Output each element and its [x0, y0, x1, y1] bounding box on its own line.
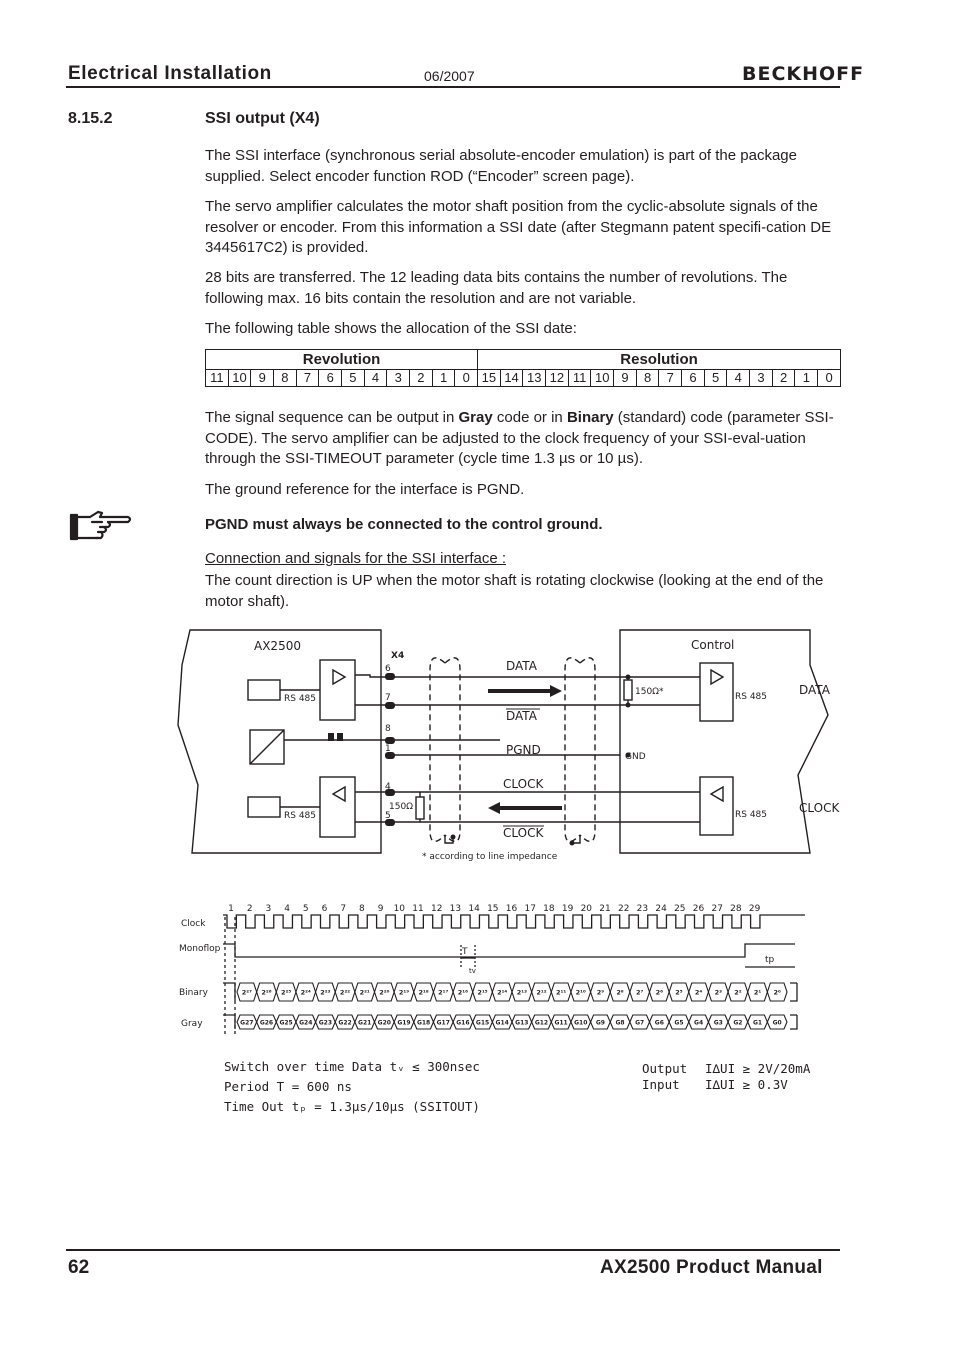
- gray-row-label: G3: [713, 1019, 723, 1027]
- paragraph-1: The SSI interface (synchronous serial absolute-encoder emulation) is part of the package supplied. Select encoder function ROD (“Encoder” screen page).: [205, 147, 797, 185]
- timing-spec-left: [224, 1057, 480, 1117]
- revolution-bit-cell: 9: [251, 370, 274, 387]
- row-label-monoflop: Monoflop: [179, 944, 221, 954]
- binary-row-label: 2²²: [339, 988, 351, 997]
- footer-rule: [66, 1249, 840, 1251]
- rs485-right-top: RS 485: [735, 692, 768, 702]
- ssi-bit-table: [205, 349, 841, 387]
- binary-row-label: 2¹: [753, 988, 762, 997]
- timing-spec-right-labels: [642, 1061, 687, 1093]
- spec-input-label: Input: [642, 1077, 680, 1092]
- pin-4: 4: [385, 782, 391, 792]
- gray-row-label: G12: [534, 1019, 549, 1027]
- clock-number: 1: [228, 904, 234, 914]
- ssi-wiring-diagram: [170, 625, 840, 865]
- binary-bit-row: [237, 983, 787, 1001]
- clock-number: 8: [359, 904, 365, 914]
- clock-number: 23: [636, 904, 649, 914]
- header-rule: [66, 86, 840, 88]
- pin-1: 1: [385, 744, 391, 754]
- right-data-label: DATA: [799, 683, 830, 697]
- gray-row-label: G25: [279, 1019, 293, 1027]
- pin-5: 5: [385, 811, 391, 821]
- binary-row-label: 2¹⁷: [438, 988, 449, 997]
- binary-row-label: 2¹¹: [555, 988, 567, 997]
- binary-row-label: 2²⁵: [280, 988, 292, 997]
- clock-number: 25: [674, 904, 686, 914]
- tv-label: tv: [469, 967, 476, 975]
- binary-row-label: 2³: [714, 988, 722, 997]
- binary-row-label: 2²¹: [359, 988, 370, 997]
- resolution-header: Resolution: [478, 350, 841, 370]
- connection-text: The count direction is UP when the motor shaft is rotating clockwise (looking at the end of the motor shaft).: [205, 572, 824, 610]
- binary-row-label: 2²: [734, 988, 742, 997]
- clock-number: 16: [505, 904, 518, 914]
- section-number: 8.15.2: [68, 110, 113, 127]
- p5-text-a: The signal sequence can be output in: [205, 409, 459, 426]
- resolution-bit-cell: 9: [614, 370, 637, 387]
- clock-wave-path: [223, 915, 805, 928]
- gray-row-label: G10: [574, 1019, 588, 1027]
- clock-number: 10: [393, 904, 406, 914]
- resolution-bit-cell: 8: [636, 370, 659, 387]
- row-label-gray: Gray: [181, 1019, 203, 1029]
- spec-output-value: I∆UI ≥ 2V/20mA: [705, 1061, 811, 1076]
- resolution-bit-cell: 2: [772, 370, 795, 387]
- gray-row-label: G15: [475, 1019, 490, 1027]
- gray-row-label: G14: [495, 1019, 509, 1027]
- resolution-bit-cell: 5: [704, 370, 727, 387]
- gray-row-label: G24: [299, 1019, 313, 1027]
- gray-row-label: G26: [259, 1019, 274, 1027]
- pin-8: 8: [385, 724, 391, 734]
- resolution-bit-cell: 6: [682, 370, 705, 387]
- clock-number: 3: [265, 904, 272, 914]
- binary-row-label: 2⁷: [635, 988, 644, 997]
- revolution-bit-cell: 5: [342, 370, 365, 387]
- resolution-bit-cell: 11: [568, 370, 591, 387]
- row-label-clock: Clock: [181, 919, 206, 929]
- paragraph-5: [205, 408, 845, 470]
- impedance-footnote: * according to line impedance: [422, 852, 558, 862]
- clock-number: 12: [430, 904, 443, 914]
- paragraph-4: The following table shows the allocation of the SSI date:: [205, 320, 577, 337]
- gray-row-label: G4: [694, 1019, 704, 1027]
- binary-row-label: 2²⁴: [300, 988, 311, 997]
- binary-row-label: 2¹⁴: [497, 988, 508, 997]
- resolution-bit-cell: 15: [478, 370, 501, 387]
- p5-gray: Gray: [458, 409, 493, 426]
- resistor-left-label: 150Ω: [389, 802, 414, 812]
- spec-period: Period T = 600 ns: [224, 1079, 352, 1094]
- binary-row-label: 2²⁶: [261, 988, 272, 997]
- clock-number: 5: [302, 904, 309, 914]
- gray-row-label: G17: [436, 1019, 450, 1027]
- brand-logo: BECKHOFF: [742, 63, 865, 85]
- resistor-right-label: 150Ω*: [635, 687, 664, 697]
- gray-row-label: G2: [733, 1019, 743, 1027]
- signal-data-inv: DATA: [506, 709, 537, 723]
- monoflop-waveform: [223, 944, 795, 957]
- binary-row-label: 2¹³: [516, 988, 527, 997]
- clock-number: 4: [284, 904, 290, 914]
- connection-heading: Connection and signals for the SSI interface :: [205, 550, 507, 567]
- gray-row-label: G0: [772, 1019, 782, 1027]
- right-device-label: Control: [691, 638, 735, 652]
- clock-number: 24: [655, 904, 667, 914]
- gray-row-label: G7: [635, 1019, 645, 1027]
- clock-number: 28: [730, 904, 742, 914]
- rs485-left-top: RS 485: [284, 694, 317, 704]
- rs485-left-bottom: RS 485: [284, 811, 317, 821]
- p5-text-c: (standard) code (parameter SSI-CODE). The servo amplifier can be adjusted to the clock frequency of your SSI-eval-uation through the SSI-TIMEOUT parameter (cycle time 1.3 µs or 10 µs).: [205, 409, 834, 467]
- resolution-bit-cell: 12: [546, 370, 569, 387]
- gray-row-label: G19: [397, 1019, 411, 1027]
- spec-input-value: I∆UI ≥ 0.3V: [705, 1077, 788, 1092]
- gray-row-label: G11: [554, 1019, 568, 1027]
- binary-row-label: 2¹⁵: [477, 988, 488, 997]
- spec-timeout: Time Out tₚ = 1.3µs/10µs (SSITOUT): [224, 1099, 480, 1114]
- binary-row-label: 2⁰: [773, 988, 781, 997]
- gray-row-label: G9: [595, 1019, 605, 1027]
- paragraph-6: The ground reference for the interface is PGND.: [205, 481, 525, 498]
- binary-row-label: 2⁵: [675, 988, 683, 997]
- timing-spec-right-values: [705, 1061, 810, 1093]
- paragraph-2: The servo amplifier calculates the motor shaft position from the cyclic-absolute signals of the resolver or encoder. From this information a SSI date (after Stegmann patent specifi-cation DE 3445617C2) is provided.: [205, 198, 832, 256]
- clock-number: 6: [321, 904, 328, 914]
- clock-number-row: [228, 904, 760, 914]
- revolution-bit-cell: 2: [410, 370, 433, 387]
- gray-row-label: G1: [752, 1019, 763, 1027]
- left-device-label: AX2500: [254, 639, 301, 653]
- gray-row-label: G8: [615, 1019, 625, 1027]
- revolution-bit-cell: 8: [274, 370, 297, 387]
- resolution-bit-cell: 14: [500, 370, 523, 387]
- header-date: 06/2007: [424, 68, 475, 84]
- binary-row-label: 2²⁰: [379, 988, 390, 997]
- gray-row-label: G5: [674, 1019, 684, 1027]
- revolution-header: Revolution: [206, 350, 478, 370]
- binary-row-label: 2¹⁶: [457, 988, 469, 997]
- p5-binary: Binary: [566, 409, 614, 426]
- binary-row-label: 2⁶: [655, 988, 664, 997]
- right-clock-label: CLOCK: [799, 801, 840, 815]
- pointing-hand-icon: [68, 508, 134, 544]
- gray-row-label: G21: [358, 1019, 372, 1027]
- resolution-bit-cell: 4: [727, 370, 750, 387]
- clock-number: 9: [377, 904, 384, 914]
- spec-switch-over: Switch over time Data tᵥ ≤ 300nsec: [224, 1059, 480, 1074]
- binary-row-label: 2⁸: [616, 988, 624, 997]
- binary-row-label: 2¹⁸: [418, 988, 429, 997]
- clock-number: 29: [748, 904, 761, 914]
- gray-bit-row: [237, 1015, 787, 1029]
- resolution-bit-cell: 10: [591, 370, 614, 387]
- resolution-bit-cell: 0: [818, 370, 841, 387]
- period-label: T: [462, 947, 468, 957]
- signal-clock-inv: CLOCK: [503, 826, 544, 840]
- clock-number: 2: [246, 904, 253, 914]
- revolution-bit-cell: 1: [432, 370, 455, 387]
- gray-row-label: G20: [377, 1019, 391, 1027]
- revolution-bit-cell: 0: [455, 370, 478, 387]
- row-label-binary: Binary: [179, 988, 208, 998]
- binary-row-label: 2²⁷: [241, 988, 252, 997]
- clock-number: 27: [711, 904, 723, 914]
- rs485-right-bottom: RS 485: [735, 810, 768, 820]
- note-text: PGND must always be connected to the control ground.: [205, 516, 603, 533]
- revolution-bit-cell: 3: [387, 370, 410, 387]
- gray-row-label: G6: [654, 1019, 664, 1027]
- gray-row-label: G16: [456, 1019, 470, 1027]
- revolution-bit-cell: 11: [206, 370, 229, 387]
- clock-number: 7: [340, 904, 347, 914]
- revolution-bit-cell: 10: [228, 370, 251, 387]
- header-title: Electrical Installation: [68, 63, 272, 84]
- signal-data: DATA: [506, 659, 537, 673]
- gray-row-label: G22: [338, 1019, 352, 1027]
- ssi-timing-diagram: [175, 895, 815, 1040]
- manual-title: AX2500 Product Manual: [600, 1257, 823, 1278]
- revolution-bit-cell: 7: [296, 370, 319, 387]
- resolution-bit-cell: 3: [750, 370, 773, 387]
- spec-output-label: Output: [642, 1061, 688, 1076]
- clock-waveform: [223, 915, 805, 928]
- clock-number: 17: [524, 904, 536, 914]
- signal-pgnd: PGND: [506, 743, 541, 757]
- gnd-label: GND: [625, 752, 646, 762]
- pin-6: 6: [385, 664, 391, 674]
- binary-row-label: 2¹⁰: [575, 988, 586, 997]
- clock-number: 13: [449, 904, 462, 914]
- binary-row-label: 2⁹: [596, 988, 605, 997]
- clock-number: 11: [412, 904, 424, 914]
- clock-number: 26: [692, 904, 705, 914]
- page-number: 62: [68, 1257, 90, 1278]
- section-title: SSI output (X4): [205, 110, 320, 127]
- clock-number: 18: [543, 904, 555, 914]
- clock-number: 14: [468, 904, 480, 914]
- gray-row-label: G18: [416, 1019, 431, 1027]
- binary-row-label: 2¹²: [536, 988, 547, 997]
- binary-row-label: 2²³: [320, 988, 331, 997]
- signal-clock: CLOCK: [503, 777, 544, 791]
- resolution-bit-cell: 13: [523, 370, 546, 387]
- pin-7: 7: [385, 693, 391, 703]
- clock-number: 15: [487, 904, 499, 914]
- clock-number: 21: [599, 904, 611, 914]
- paragraph-3: 28 bits are transferred. The 12 leading data bits contains the number of revolutions. The following max. 16 bits contain the resolution and are not variable.: [205, 269, 788, 307]
- tp-label: tp: [765, 955, 775, 965]
- gray-row-label: G13: [515, 1019, 529, 1027]
- revolution-bit-cell: 6: [319, 370, 342, 387]
- connector-label: X4: [391, 651, 405, 661]
- gray-row-label: G27: [240, 1019, 254, 1027]
- clock-number: 19: [561, 904, 574, 914]
- p5-text-b: code or in: [492, 409, 567, 426]
- binary-row-label: 2⁴: [694, 988, 703, 997]
- clock-number: 22: [617, 904, 630, 914]
- binary-row-label: 2¹⁹: [398, 988, 410, 997]
- resolution-bit-cell: 7: [659, 370, 682, 387]
- revolution-bit-cell: 4: [364, 370, 387, 387]
- bit-row: [206, 370, 841, 387]
- clock-number: 20: [580, 904, 593, 914]
- gray-row-label: G23: [318, 1019, 333, 1027]
- resolution-bit-cell: 1: [795, 370, 818, 387]
